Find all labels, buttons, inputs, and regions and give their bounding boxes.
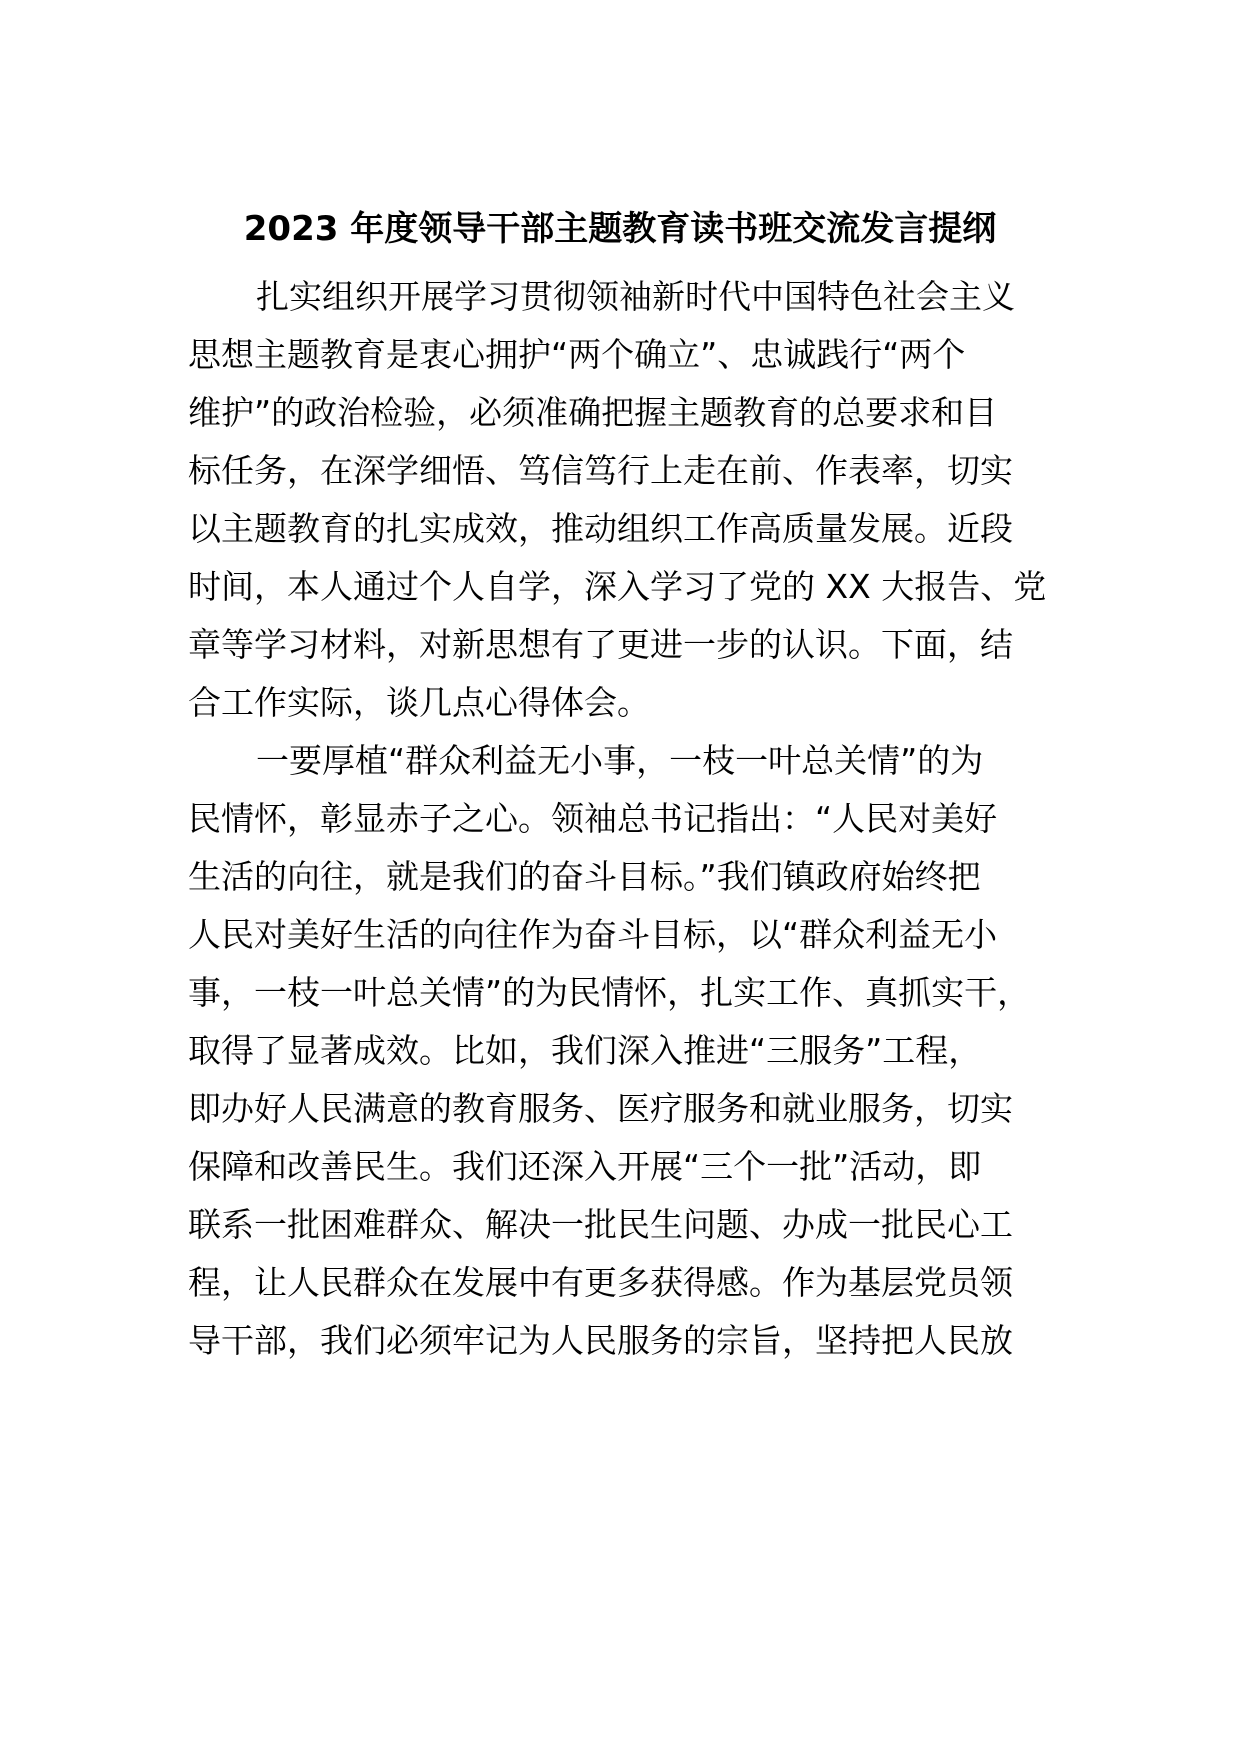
paragraph-line: 以主题教育的扎实成效，推动组织工作高质量发展。近段 <box>188 509 1013 548</box>
paragraph-line: 导干部，我们必须牢记为人民服务的宗旨，坚持把人民放 <box>188 1321 1013 1360</box>
paragraph-line: 保障和改善民生。我们还深入开展“三个一批”活动，即 <box>188 1147 982 1186</box>
paragraph-line: 民情怀，彰显赤子之心。领袖总书记指出：“人民对美好 <box>188 799 998 838</box>
paragraph-line: 联系一批困难群众、解决一批民生问题、办成一批民心工 <box>188 1205 1013 1244</box>
paragraph-line: 即办好人民满意的教育服务、医疗服务和就业服务，切实 <box>188 1089 1013 1128</box>
paragraph-line: 章等学习材料，对新思想有了更进一步的认识。下面，结 <box>188 625 1013 664</box>
paragraph-line: 扎实组织开展学习贯彻领袖新时代中国特色社会主义 <box>256 277 1015 316</box>
paragraph-line: 思想主题教育是衷心拥护“两个确立”、忠诚践行“两个 <box>188 335 966 374</box>
paragraph-line: 合工作实际，谈几点心得体会。 <box>188 683 650 722</box>
paragraph-line: 事，一枝一叶总关情”的为民情怀，扎实工作、真抓实干， <box>188 973 1031 1012</box>
paragraph-line: 生活的向往，就是我们的奋斗目标。”我们镇政府始终把 <box>188 857 981 896</box>
paragraph-line: 人民对美好生活的向往作为奋斗目标，以“群众利益无小 <box>188 915 998 954</box>
paragraph-line: 一要厚植“群众利益无小事，一枝一叶总关情”的为 <box>256 741 984 780</box>
paragraph-line: 取得了显著成效。比如，我们深入推进“三服务”工程， <box>188 1031 982 1070</box>
document-title: 2023 年度领导干部主题教育读书班交流发言提纲 <box>243 209 997 249</box>
paragraph-line: 维护”的政治检验，必须准确把握主题教育的总要求和目 <box>188 393 998 432</box>
paragraph-line: 时间，本人通过个人自学，深入学习了党的 XX 大报告、党 <box>188 567 1047 606</box>
paragraph-line: 标任务，在深学细悟、笃信笃行上走在前、作表率，切实 <box>188 451 1013 490</box>
paragraph-line: 程，让人民群众在发展中有更多获得感。作为基层党员领 <box>188 1263 1013 1302</box>
